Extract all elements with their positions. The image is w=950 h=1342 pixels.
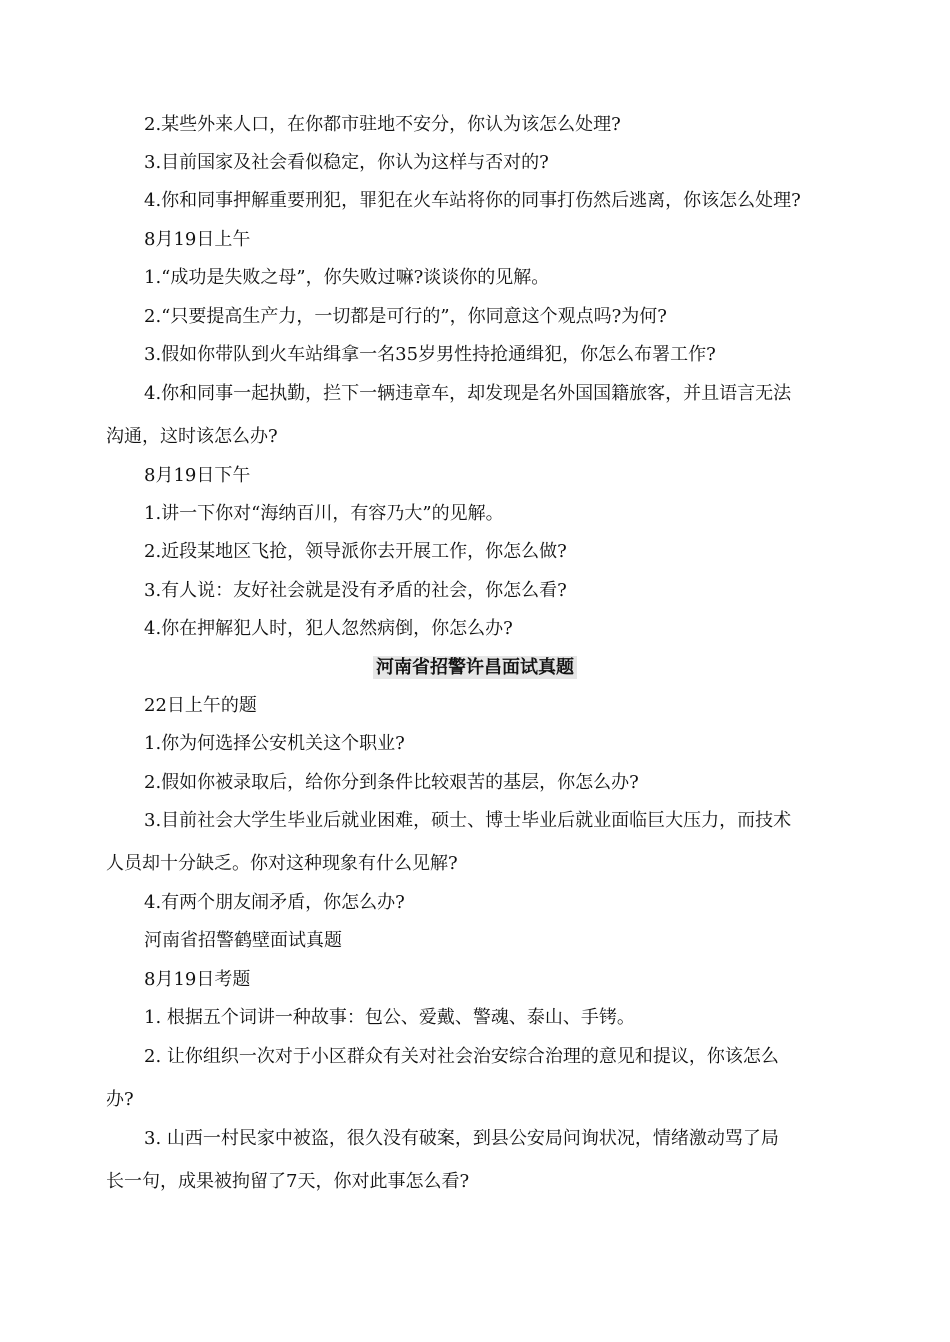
section-heading xyxy=(0,656,950,680)
question-line-continued: 办? xyxy=(106,1089,134,1110)
question-line-continued: 长一句，成果被拘留了7天，你对此事怎么看? xyxy=(106,1171,470,1192)
date-subheading: 8月19日上午 xyxy=(144,229,251,250)
date-subheading: 8月19日考题 xyxy=(144,969,251,990)
question-line: 4.你和同事一起执勤，拦下一辆违章车，却发现是名外国国籍旅客，并且语言无法 xyxy=(144,383,792,404)
question-line: 3.有人说：友好社会就是没有矛盾的社会，你怎么看? xyxy=(144,580,567,601)
question-line: 3.目前国家及社会看似稳定，你认为这样与否对的? xyxy=(144,152,549,173)
question-line: 3. 山西一村民家中被盗，很久没有破案，到县公安局问询状况，情绪激动骂了局 xyxy=(144,1128,779,1149)
question-line: 3.目前社会大学生毕业后就业困难，硕士、博士毕业后就业面临巨大压力，而技术 xyxy=(144,810,792,831)
question-line-continued: 人员却十分缺乏。你对这种现象有什么见解? xyxy=(106,853,458,874)
question-line: 2.某些外来人口，在你都市驻地不安分，你认为该怎么处理? xyxy=(144,114,621,135)
question-line: 1.讲一下你对“海纳百川，有容乃大”的见解。 xyxy=(144,503,504,524)
question-line: 4.有两个朋友闹矛盾，你怎么办? xyxy=(144,892,405,913)
date-subheading: 22日上午的题 xyxy=(144,695,257,716)
question-line: 4.你和同事押解重要刑犯，罪犯在火车站将你的同事打伤然后逃离，你该怎么处理? xyxy=(144,190,801,211)
question-line: 2. 让你组织一次对于小区群众有关对社会治安综合治理的意见和提议，你该怎么 xyxy=(144,1046,779,1067)
question-line: 2.“只要提高生产力，一切都是可行的”，你同意这个观点吗?为何? xyxy=(144,306,667,327)
date-subheading: 8月19日下午 xyxy=(144,465,251,486)
section-heading-plain: 河南省招警鹤壁面试真题 xyxy=(144,930,342,951)
question-line: 1.你为何选择公安机关这个职业? xyxy=(144,733,405,754)
question-line-continued: 沟通，这时该怎么办? xyxy=(106,426,278,447)
question-line: 1.“成功是失败之母”，你失败过嘛?谈谈你的见解。 xyxy=(144,267,550,288)
question-line: 2.近段某地区飞抢，领导派你去开展工作，你怎么做? xyxy=(144,541,567,562)
question-line: 2.假如你被录取后，给你分到条件比较艰苦的基层，你怎么办? xyxy=(144,772,639,793)
question-line: 3.假如你带队到火车站缉拿一名35岁男性持抢通缉犯，你怎么布署工作? xyxy=(144,344,716,365)
question-line: 4.你在押解犯人时，犯人忽然病倒，你怎么办? xyxy=(144,618,513,639)
section-heading-text: 河南省招警许昌面试真题 xyxy=(373,656,577,679)
question-line: 1. 根据五个词讲一种故事：包公、爱戴、警魂、泰山、手铐。 xyxy=(144,1007,635,1028)
